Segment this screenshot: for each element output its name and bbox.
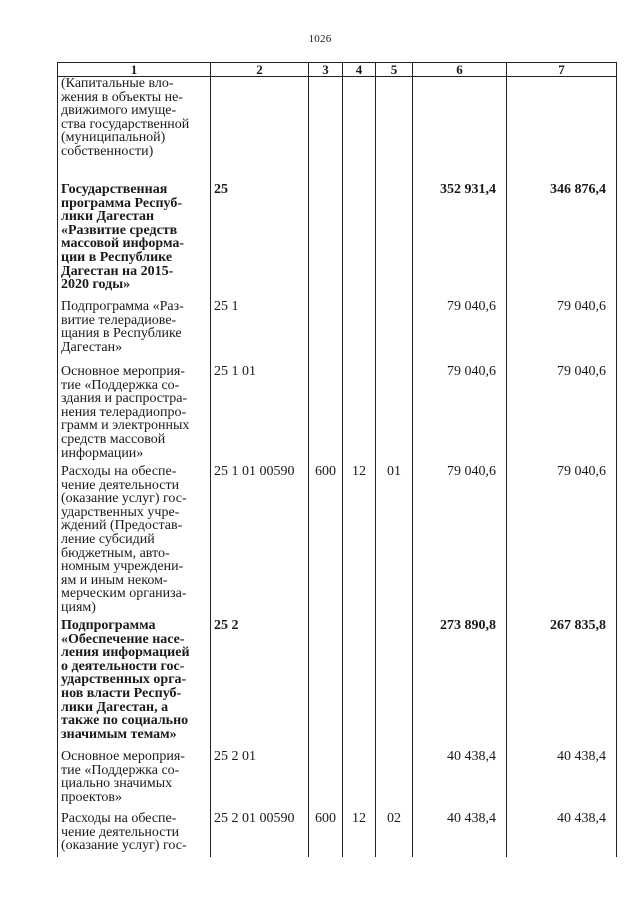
row-col5: 02 bbox=[376, 812, 413, 857]
page-number: 1026 bbox=[308, 33, 332, 45]
row-amount-2020: 40 438,4 bbox=[507, 812, 617, 857]
row-amount-2020: 79 040,6 bbox=[507, 300, 617, 365]
row-col3 bbox=[309, 619, 343, 750]
row-code: 25 2 01 bbox=[211, 750, 309, 812]
row-col3 bbox=[309, 77, 343, 184]
header-col-2: 2 bbox=[211, 63, 309, 77]
table-row bbox=[58, 77, 617, 184]
row-col5: 01 bbox=[376, 465, 413, 619]
row-amount-2020 bbox=[507, 77, 617, 184]
table-row bbox=[58, 750, 617, 812]
row-col5 bbox=[376, 183, 413, 300]
row-name: Расходы на обеспе- чение деятельности (оказание услуг) гос- ударственных учре- ждений (Предостав- ление субсидий бюджетным, авто- номным учреждени- ям и иным неком- мерческим организа- циям) bbox=[58, 465, 211, 619]
row-col3 bbox=[309, 365, 343, 465]
budget-table bbox=[57, 62, 617, 857]
row-name: Подпрограмма «Обеспечение насе- ления информацией о деятельности гос- ударственных орга- нов власти Респуб- лики Дагестан, а также по социально значимым темам» bbox=[58, 619, 211, 750]
header-col-1: 1 bbox=[58, 63, 211, 77]
row-amount-2019: 40 438,4 bbox=[413, 812, 507, 857]
table-row bbox=[58, 183, 617, 300]
row-col4 bbox=[343, 300, 376, 365]
row-col5 bbox=[376, 300, 413, 365]
row-col4 bbox=[343, 77, 376, 184]
row-amount-2019: 79 040,6 bbox=[413, 300, 507, 365]
row-col5 bbox=[376, 365, 413, 465]
row-col4: 12 bbox=[343, 465, 376, 619]
row-amount-2020: 40 438,4 bbox=[507, 750, 617, 812]
header-row bbox=[58, 63, 617, 77]
row-amount-2020: 346 876,4 bbox=[507, 183, 617, 300]
row-col4 bbox=[343, 750, 376, 812]
table-row bbox=[58, 619, 617, 750]
table-row bbox=[58, 812, 617, 857]
row-amount-2019: 79 040,6 bbox=[413, 465, 507, 619]
row-amount-2019: 40 438,4 bbox=[413, 750, 507, 812]
header-col-3: 3 bbox=[309, 63, 343, 77]
header-col-6: 6 bbox=[413, 63, 507, 77]
row-col4 bbox=[343, 365, 376, 465]
row-amount-2019: 79 040,6 bbox=[413, 365, 507, 465]
table-row bbox=[58, 300, 617, 365]
header-col-4: 4 bbox=[343, 63, 376, 77]
row-name: Основное мероприя- тие «Поддержка со- здания и распростра- нения телерадиопро- грамм и электронных средств массовой информации» bbox=[58, 365, 211, 465]
row-name: Подпрограмма «Раз- витие телерадиове- щания в Республике Дагестан» bbox=[58, 300, 211, 365]
row-amount-2020: 79 040,6 bbox=[507, 365, 617, 465]
row-col4 bbox=[343, 183, 376, 300]
row-col3 bbox=[309, 183, 343, 300]
row-amount-2020: 267 835,8 bbox=[507, 619, 617, 750]
header-col-5: 5 bbox=[376, 63, 413, 77]
row-name: (Капитальные вло- жения в объекты не- движимого имуще- ства государственной (муниципальной) собственности) bbox=[58, 77, 211, 184]
row-amount-2019: 352 931,4 bbox=[413, 183, 507, 300]
header-col-7: 7 bbox=[507, 63, 617, 77]
row-amount-2019 bbox=[413, 77, 507, 184]
row-col4: 12 bbox=[343, 812, 376, 857]
row-col3 bbox=[309, 300, 343, 365]
row-col3 bbox=[309, 750, 343, 812]
row-name: Основное мероприя- тие «Поддержка со- циально значимых проектов» bbox=[58, 750, 211, 812]
row-col3: 600 bbox=[309, 812, 343, 857]
row-amount-2019: 273 890,8 bbox=[413, 619, 507, 750]
row-code: 25 bbox=[211, 183, 309, 300]
row-code: 25 2 01 00590 bbox=[211, 812, 309, 857]
row-amount-2020: 79 040,6 bbox=[507, 465, 617, 619]
row-col5 bbox=[376, 77, 413, 184]
table-row bbox=[58, 365, 617, 465]
row-code: 25 1 01 00590 bbox=[211, 465, 309, 619]
row-col5 bbox=[376, 619, 413, 750]
row-col3: 600 bbox=[309, 465, 343, 619]
row-code: 25 1 01 bbox=[211, 365, 309, 465]
row-col4 bbox=[343, 619, 376, 750]
row-code bbox=[211, 77, 309, 184]
row-code: 25 2 bbox=[211, 619, 309, 750]
row-name: Расходы на обеспе- чение деятельности (оказание услуг) гос- bbox=[58, 812, 211, 857]
row-col5 bbox=[376, 750, 413, 812]
row-name: Государственная программа Респуб- лики Дагестан «Развитие средств массовой информа- ции в Республике Дагестан на 2015- 2020 годы» bbox=[58, 183, 211, 300]
table-row bbox=[58, 465, 617, 619]
row-code: 25 1 bbox=[211, 300, 309, 365]
